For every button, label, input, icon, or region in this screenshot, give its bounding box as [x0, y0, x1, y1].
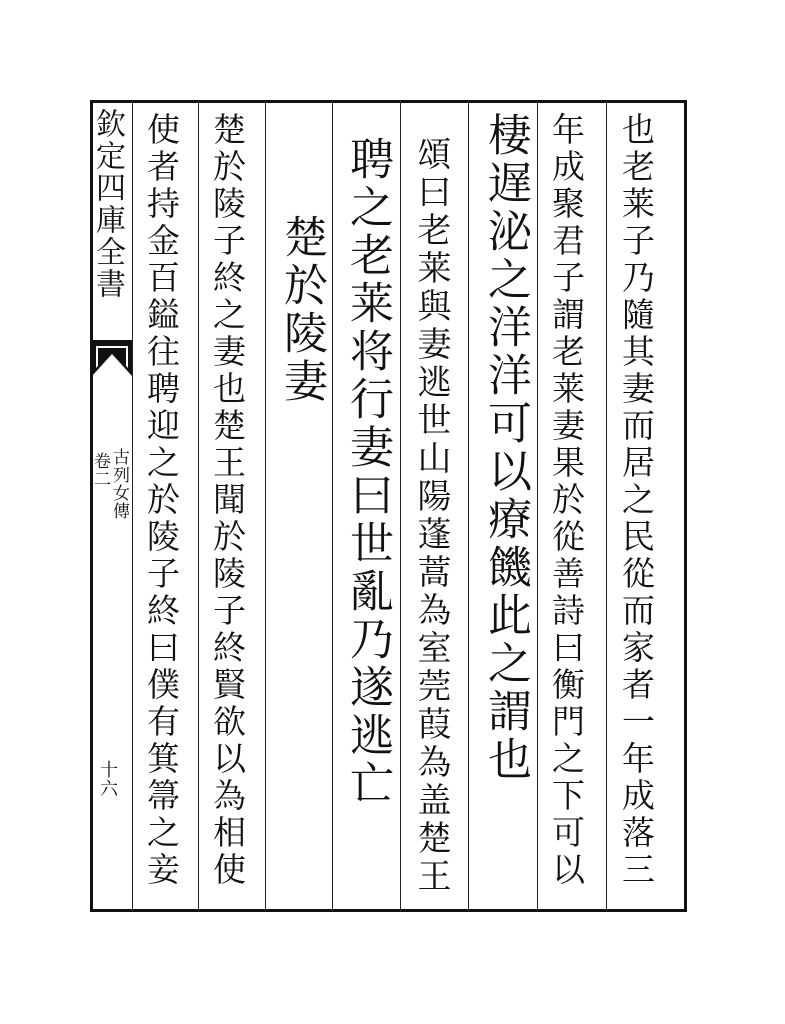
column-rule [198, 100, 199, 912]
text-column: 楚於陵子終之妻也楚王聞於陵子終賢欲以為相使 [208, 112, 247, 889]
column-rule [132, 100, 133, 912]
section-heading: 楚於陵妻 [276, 214, 327, 406]
book-name: 古列女傳 [109, 448, 129, 520]
column-rule [265, 100, 266, 912]
text-column: 聘之老莱将行妻曰世亂乃遂逃亡 [342, 136, 393, 808]
fishtail-mark-icon [92, 340, 132, 376]
page-number: 十六 [97, 760, 118, 798]
column-rule [400, 100, 401, 912]
text-column: 也老莱子乃隨其妻而居之民從而家者一年成落三 [617, 112, 656, 889]
column-rule [468, 100, 469, 912]
text-column: 年成聚君子謂老莱妻果於從善詩曰衡門之下可以 [547, 112, 586, 889]
column-rule [537, 100, 538, 912]
column-rule [332, 100, 333, 912]
text-column: 使者持金百鎰往聘迎之於陵子終曰僕有箕箒之妾 [142, 112, 181, 889]
column-rule [606, 100, 607, 912]
text-column: 棲遅泌之洋洋可以療饑此之謂也 [480, 112, 531, 784]
text-column: 頌曰老莱與妻逃世山陽蓬蒿為室莞葭為盖楚王 [411, 136, 451, 896]
book-title: 欽定四庫全書 [90, 108, 125, 300]
volume-label: 卷二 [90, 452, 110, 488]
